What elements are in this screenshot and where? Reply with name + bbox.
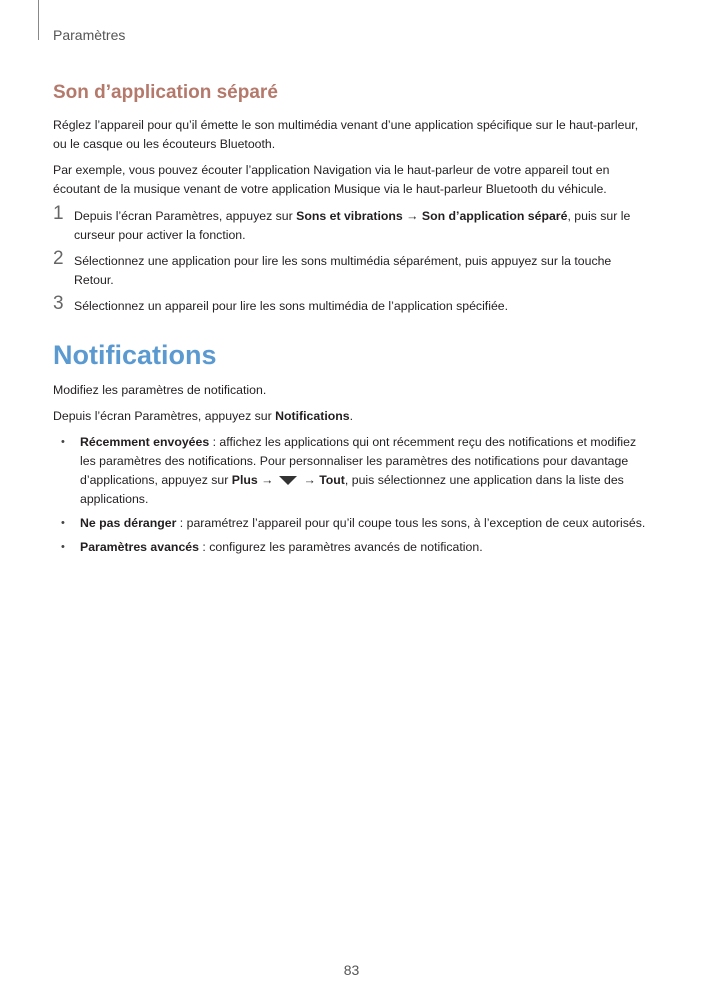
step-text: Depuis l’écran Paramètres, appuyez sur (74, 209, 297, 223)
section-title-notifications: Notifications (53, 340, 217, 370)
step-number: 2 (53, 248, 64, 269)
menu-path-sons-vibrations: Sons et vibrations (296, 209, 403, 223)
arrow-text: → (303, 473, 320, 487)
step-item (53, 248, 653, 290)
bullet-item (53, 538, 653, 557)
bullet-list (53, 433, 653, 557)
bullet-text: : paramétrez l’appareil pour qu’il coupe tous les sons, à l’exception de ceux autorisés. (176, 516, 646, 530)
dropdown-triangle-icon (279, 476, 297, 485)
arrow-text: → (257, 473, 274, 487)
bullet-dot: • (61, 541, 65, 553)
paragraph: Réglez l’appareil pour qu’il émette le son multimédia venant d’une application spécifique sur le haut-parleur, ou le casque ou les écouteurs Bluetooth. (53, 118, 639, 151)
page-content (53, 82, 653, 562)
step-text: Sélectionnez une application pour lire les sons multimédia séparément, puis appuyez sur la touche Retour. (74, 254, 612, 287)
step-item (53, 203, 653, 245)
option-parametres-avances: Paramètres avancés (80, 540, 199, 554)
menu-path-son-application: Son d’application séparé (421, 209, 568, 223)
step-text: , puis sur le curseur pour activer la fonction. (74, 209, 631, 242)
arrow-text: → (402, 209, 422, 223)
bullet-dot: • (61, 436, 65, 448)
step-item (53, 293, 653, 316)
bullet-item (53, 514, 653, 533)
bullet-dot: • (61, 517, 65, 529)
header-rule (38, 0, 39, 40)
menu-path-notifications: Notifications (275, 409, 350, 423)
paragraph: Modifiez les paramètres de notification. (53, 383, 267, 397)
page-header: Paramètres (53, 27, 126, 43)
step-number: 1 (53, 203, 64, 224)
menu-path-tout: Tout (319, 473, 345, 487)
paragraph-text: . (349, 409, 354, 423)
step-text: Sélectionnez un appareil pour lire les sons multimédia de l’application spécifiée. (74, 299, 509, 313)
steps-list (53, 203, 653, 316)
step-number: 3 (53, 293, 64, 314)
paragraph-text: Depuis l’écran Paramètres, appuyez sur (53, 409, 276, 423)
bullet-text: : affichez les applications qui ont récemment reçu des notifications et modifiez les paramètres des notifications. Pour personnaliser les paramètres des notifications pour davantage d’applications, appuyez sur (80, 435, 637, 487)
option-recemment-envoyees: Récemment envoyées (80, 435, 210, 449)
bullet-item (53, 433, 653, 509)
paragraph (53, 407, 653, 426)
paragraph: Par exemple, vous pouvez écouter l’application Navigation via le haut-parleur de votre appareil tout en écoutant de la musique venant de votre application Musique via le haut-parleur Bluetooth du véhicule. (53, 163, 610, 196)
section-title-son-application: Son d’application séparé (53, 82, 278, 103)
page-number: 83 (343, 962, 360, 978)
option-ne-pas-deranger: Ne pas déranger (80, 516, 177, 530)
menu-path-plus: Plus (231, 473, 258, 487)
bullet-text: : configurez les paramètres avancés de notification. (198, 540, 483, 554)
bullet-text: , puis sélectionnez une application dans la liste des applications. (80, 473, 624, 506)
